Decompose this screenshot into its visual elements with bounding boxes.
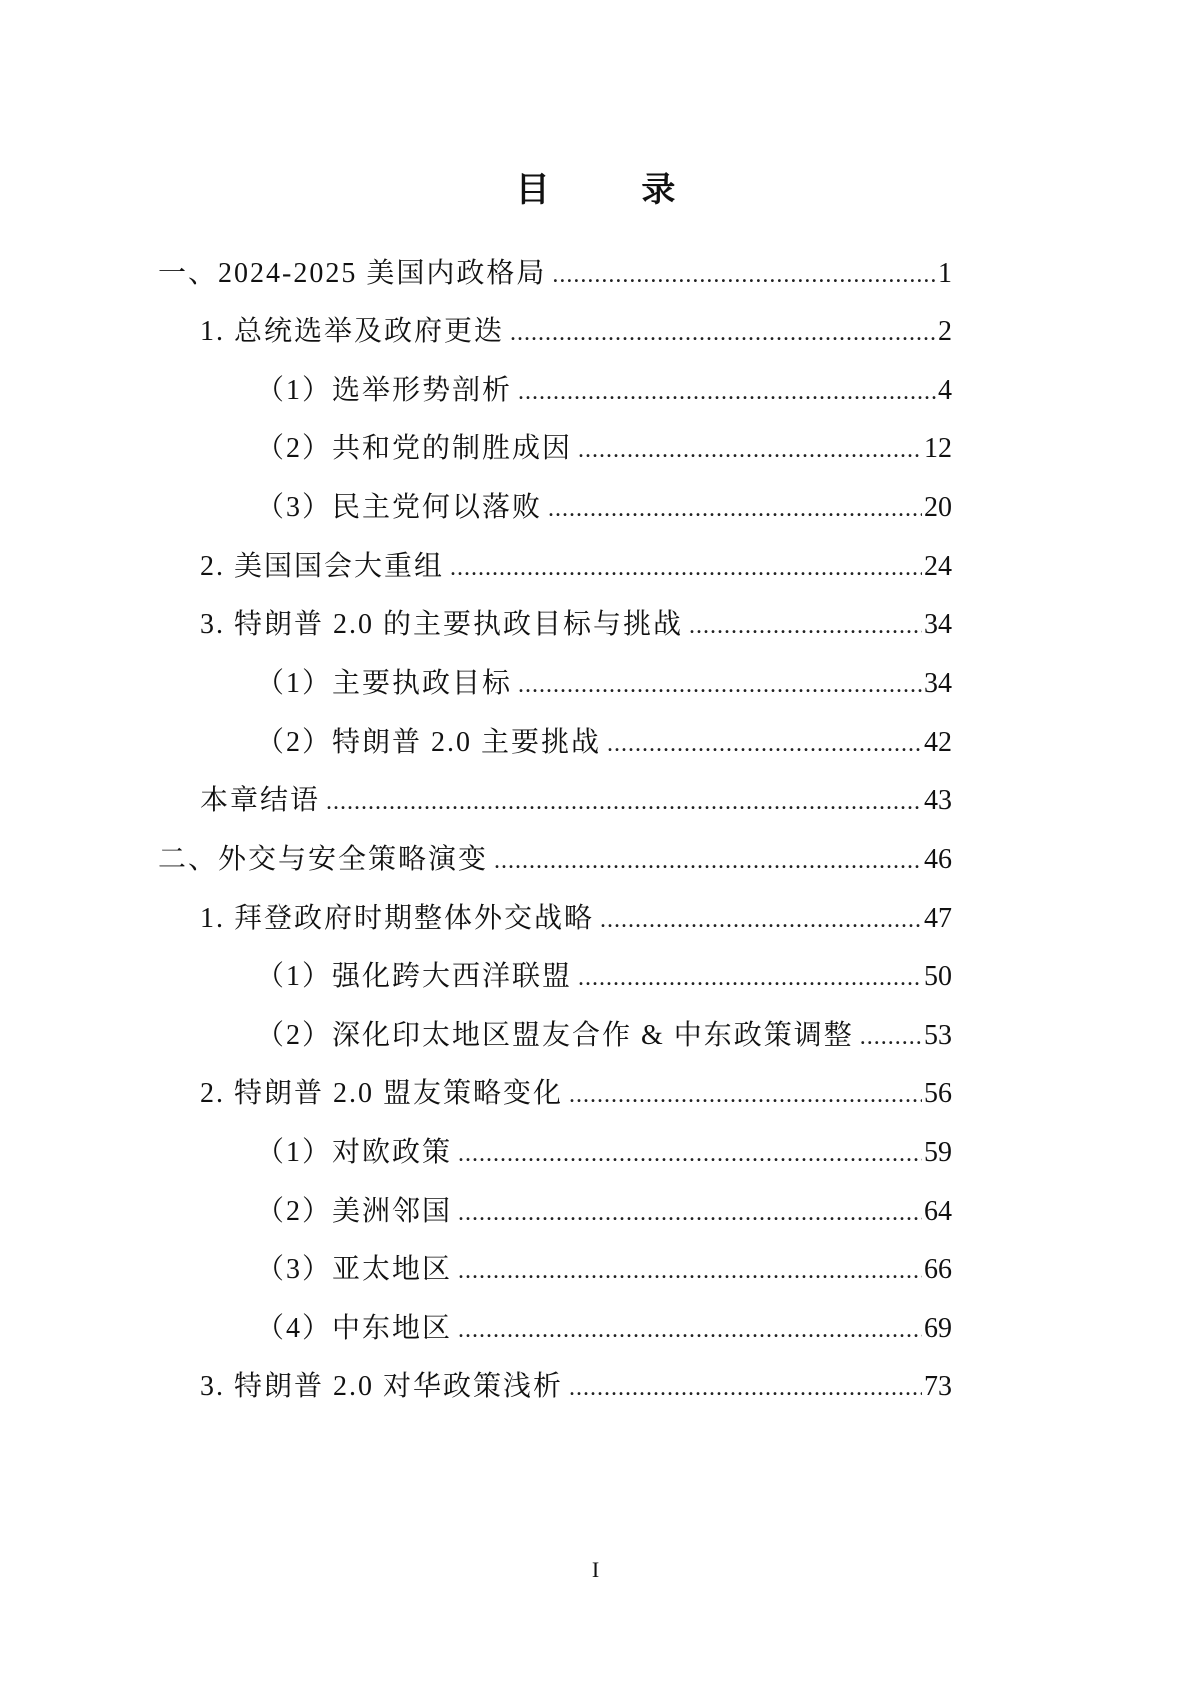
toc-leader-dots [578, 958, 922, 998]
toc-leader-dots [607, 724, 922, 764]
toc-entry-label: （4）中东地区 [256, 1313, 453, 1344]
toc-entry-subsection-2-2-3[interactable] [256, 1250, 952, 1290]
toc-leader-dots [326, 782, 922, 822]
toc-entry-page: 69 [924, 1313, 952, 1344]
toc-entry-label: （2）美洲邻国 [256, 1196, 453, 1227]
toc-entry-section-1-3[interactable] [200, 605, 952, 645]
toc-leader-dots [458, 1251, 922, 1291]
toc-leader-dots [494, 841, 922, 881]
toc-entry-section-2-1[interactable] [200, 899, 952, 939]
toc-entry-label: 一、2024-2025 美国内政格局 [158, 258, 547, 289]
toc-entry-label: 二、外交与安全策略演变 [158, 844, 489, 875]
footer-page-number: I [591, 1557, 600, 1582]
toc-leader-dots [518, 665, 922, 705]
toc-entry-page: 43 [924, 785, 952, 816]
toc-entry-subsection-2-2-2[interactable] [256, 1192, 952, 1232]
toc-entry-subsection-1-1-2[interactable] [256, 429, 952, 469]
toc-leader-dots [458, 1134, 922, 1174]
toc-entry-chapter-2[interactable] [158, 840, 952, 880]
toc-entry-label: （2）特朗普 2.0 主要挑战 [256, 727, 602, 758]
toc-entry-page: 66 [924, 1254, 952, 1285]
toc-leader-dots [518, 372, 936, 412]
toc-entry-page: 73 [924, 1371, 952, 1402]
toc-entry-page: 47 [924, 903, 952, 934]
toc-leader-dots [552, 255, 936, 295]
toc-entry-section-2-2[interactable] [200, 1074, 952, 1114]
page-title: 目 录 [515, 170, 716, 210]
toc-entry-section-1-2[interactable] [200, 547, 952, 587]
toc-leader-dots [458, 1193, 922, 1233]
toc-leader-dots [569, 1368, 922, 1408]
toc-leader-dots [458, 1310, 922, 1350]
toc-entry-page: 59 [924, 1137, 952, 1168]
toc-entry-page: 42 [924, 727, 952, 758]
toc-entry-label: （2）共和党的制胜成因 [256, 433, 573, 464]
toc-leader-dots [578, 430, 922, 470]
toc-entry-label: （1）强化跨大西洋联盟 [256, 961, 573, 992]
toc-entry-label: 本章结语 [200, 785, 321, 816]
toc-entry-label: 1. 拜登政府时期整体外交战略 [200, 903, 595, 934]
toc-entry-page: 2 [938, 316, 952, 347]
toc-leader-dots [600, 900, 922, 940]
toc-entry-page: 4 [938, 375, 952, 406]
toc-leader-dots [860, 1017, 922, 1057]
toc-leader-dots [569, 1075, 922, 1115]
toc-entry-label: 3. 特朗普 2.0 对华政策浅析 [200, 1371, 564, 1402]
toc-entry-chapter-1[interactable] [158, 254, 952, 294]
toc-entry-label: （3）亚太地区 [256, 1254, 453, 1285]
toc-entry-label: （1）主要执政目标 [256, 668, 513, 699]
toc-entry-label: （2）深化印太地区盟友合作 & 中东政策调整 [256, 1020, 854, 1051]
toc-leader-dots [510, 313, 936, 353]
toc-entry-subsection-1-1-1[interactable] [256, 371, 952, 411]
toc-entry-chapter-1-conclusion[interactable] [200, 781, 952, 821]
toc-entry-subsection-2-2-4[interactable] [256, 1309, 952, 1349]
toc-entry-subsection-2-2-1[interactable] [256, 1133, 952, 1173]
toc-entry-page: 1 [938, 258, 952, 289]
toc-entry-section-2-3[interactable] [200, 1367, 952, 1407]
toc-entry-page: 34 [924, 609, 952, 640]
toc-leader-dots [450, 548, 922, 588]
toc-entry-page: 34 [924, 668, 952, 699]
toc-entry-label: 1. 总统选举及政府更迭 [200, 316, 505, 347]
toc-entry-page: 12 [924, 433, 952, 464]
toc-entry-label: 3. 特朗普 2.0 的主要执政目标与挑战 [200, 609, 684, 640]
toc-entry-subsection-1-3-2[interactable] [256, 723, 952, 763]
toc-entry-label: （3）民主党何以落败 [256, 492, 543, 523]
toc-entry-section-1-1[interactable] [200, 312, 952, 352]
toc-entry-subsection-1-1-3[interactable] [256, 488, 952, 528]
toc-entry-page: 50 [924, 961, 952, 992]
toc-entry-page: 20 [924, 492, 952, 523]
toc-entry-subsection-2-1-1[interactable] [256, 957, 952, 997]
toc-entry-label: 2. 美国国会大重组 [200, 551, 445, 582]
toc-entry-subsection-2-1-2[interactable] [256, 1016, 952, 1056]
toc-entry-label: 2. 特朗普 2.0 盟友策略变化 [200, 1078, 564, 1109]
toc-entry-label: （1）对欧政策 [256, 1137, 453, 1168]
toc-entry-label: （1）选举形势剖析 [256, 375, 513, 406]
toc-leader-dots [689, 606, 922, 646]
toc-leader-dots [548, 489, 922, 529]
toc-entry-page: 46 [924, 844, 952, 875]
toc-entry-page: 24 [924, 551, 952, 582]
toc-entry-page: 53 [924, 1020, 952, 1051]
toc-entry-subsection-1-3-1[interactable] [256, 664, 952, 704]
toc-entry-page: 56 [924, 1078, 952, 1109]
toc-entry-page: 64 [924, 1196, 952, 1227]
